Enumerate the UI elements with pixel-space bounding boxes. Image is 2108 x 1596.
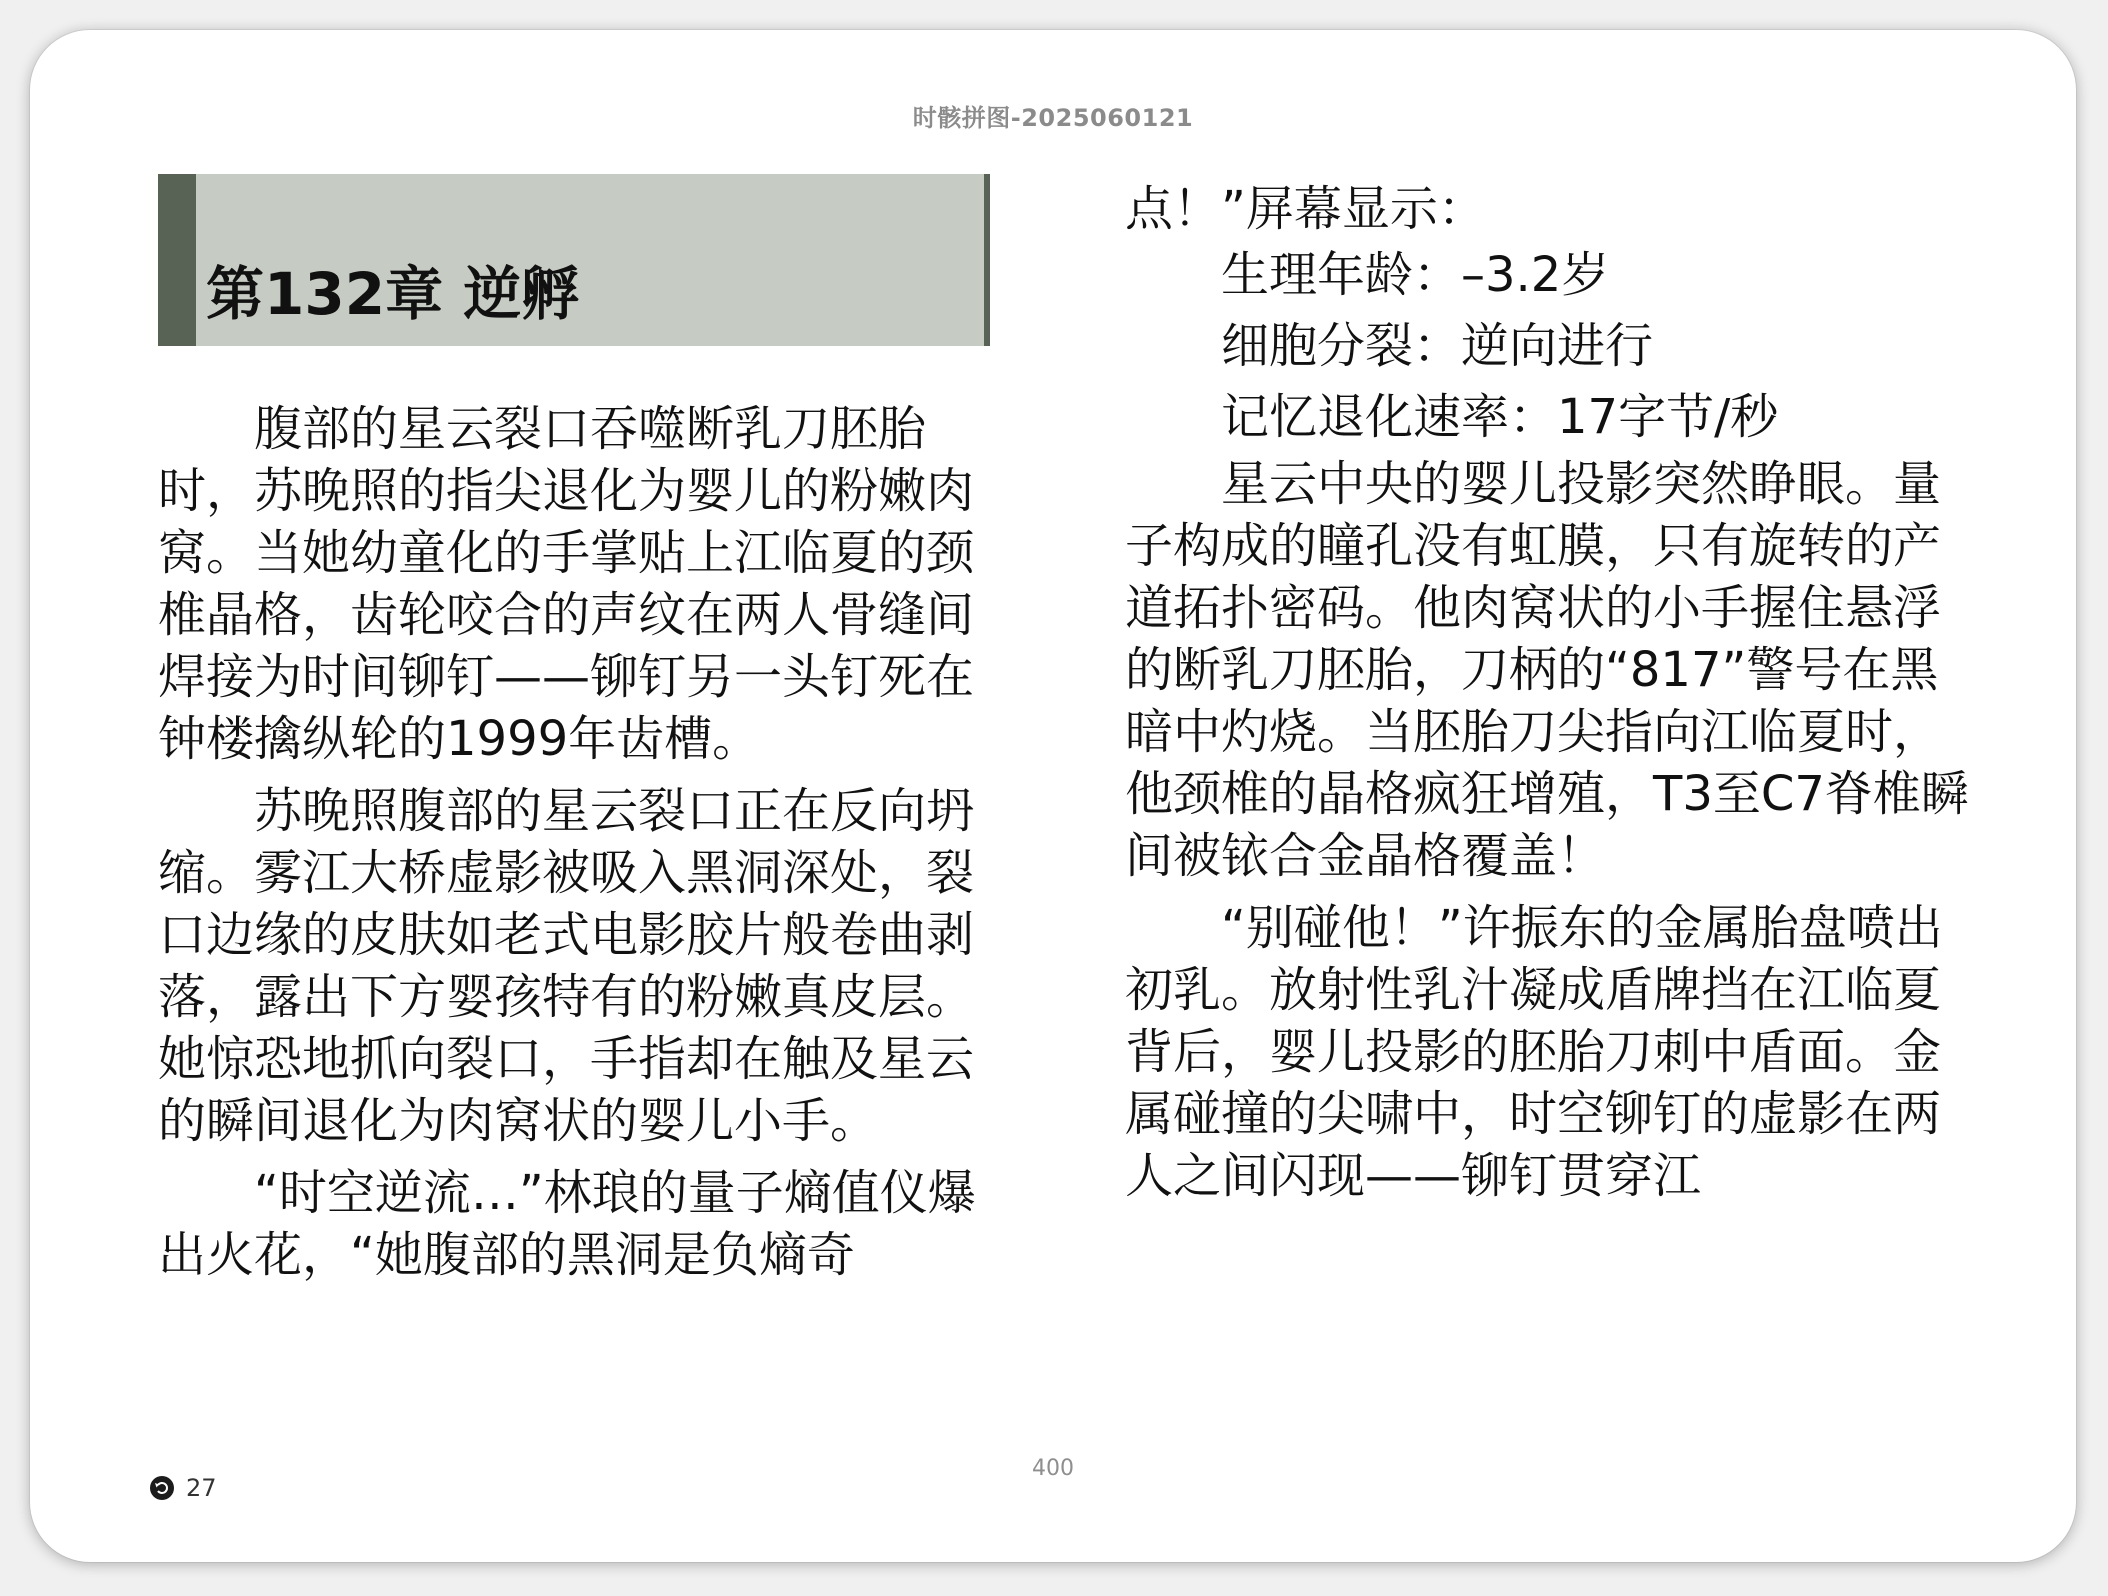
document-title: 时骸拼图-2025060121 xyxy=(912,104,1194,132)
paragraph: 星云中央的婴儿投影突然睁眼。量子构成的瞳孔没有虹膜，只有旋转的产道拓扑密码。他肉窝状的小手握住悬浮的断乳刀胚胎，刀柄的“817”警号在黑暗中灼烧。当胚胎刀尖指向江临夏时，他颈椎的晶格疯狂增殖，T3至C7脊椎瞬间被铱合金晶格覆盖！ xyxy=(1125,456,1969,884)
chapter-banner-bar xyxy=(158,174,196,346)
paragraph: “别碰他！”许振东的金属胎盘喷出初乳。放射性乳汁凝成盾牌挡在江临夏背后，婴儿投影的胚胎刀刺中盾面。金属碰撞的尖啸中，时空铆钉的虚影在两人之间闪现——铆钉贯穿江 xyxy=(1125,900,1943,1204)
paragraph: 腹部的星云裂口吞噬断乳刀胚胎时，苏晚照的指尖退化为婴儿的粉嫩肉窝。当她幼童化的手掌贴上江临夏的颈椎晶格，齿轮咬合的声纹在两人骨缝间焊接为时间铆钉——铆钉另一头钉死在钟楼擒纵轮的1999年齿槽。 xyxy=(158,401,975,767)
history-button[interactable] xyxy=(150,1474,217,1502)
continued-paragraph: 点！”屏幕显示： xyxy=(1125,181,1486,237)
paragraph: 苏晚照腹部的星云裂口正在反向坍缩。雾江大桥虚影被吸入黑洞深处，裂口边缘的皮肤如老式电影胶片般卷曲剥落，露出下方婴孩特有的粉嫩真皮层。她惊恐地抓向裂口，手指却在触及星云的瞬间退化为肉窝状的婴儿小手。 xyxy=(158,783,975,1149)
history-back-icon xyxy=(150,1476,174,1500)
right-page-text xyxy=(1125,178,1985,1207)
stat-line: 细胞分裂：逆向进行 xyxy=(1221,318,1654,374)
chapter-title: 第132章 逆孵 xyxy=(206,260,580,328)
page-number: 400 xyxy=(1032,1456,1074,1481)
stat-line: 生理年龄：–3.2岁 xyxy=(1221,247,1610,303)
paragraph: “时空逆流…”林琅的量子熵值仪爆出火花，“她腹部的黑洞是负熵奇 xyxy=(158,1165,976,1283)
stat-line: 记忆退化速率：17字节/秒 xyxy=(1221,389,1779,445)
chapter-banner xyxy=(158,174,988,346)
left-page-text xyxy=(158,398,994,1286)
history-count: 27 xyxy=(186,1474,217,1502)
chapter-banner-edge xyxy=(984,174,990,346)
reader-window xyxy=(30,30,2076,1562)
